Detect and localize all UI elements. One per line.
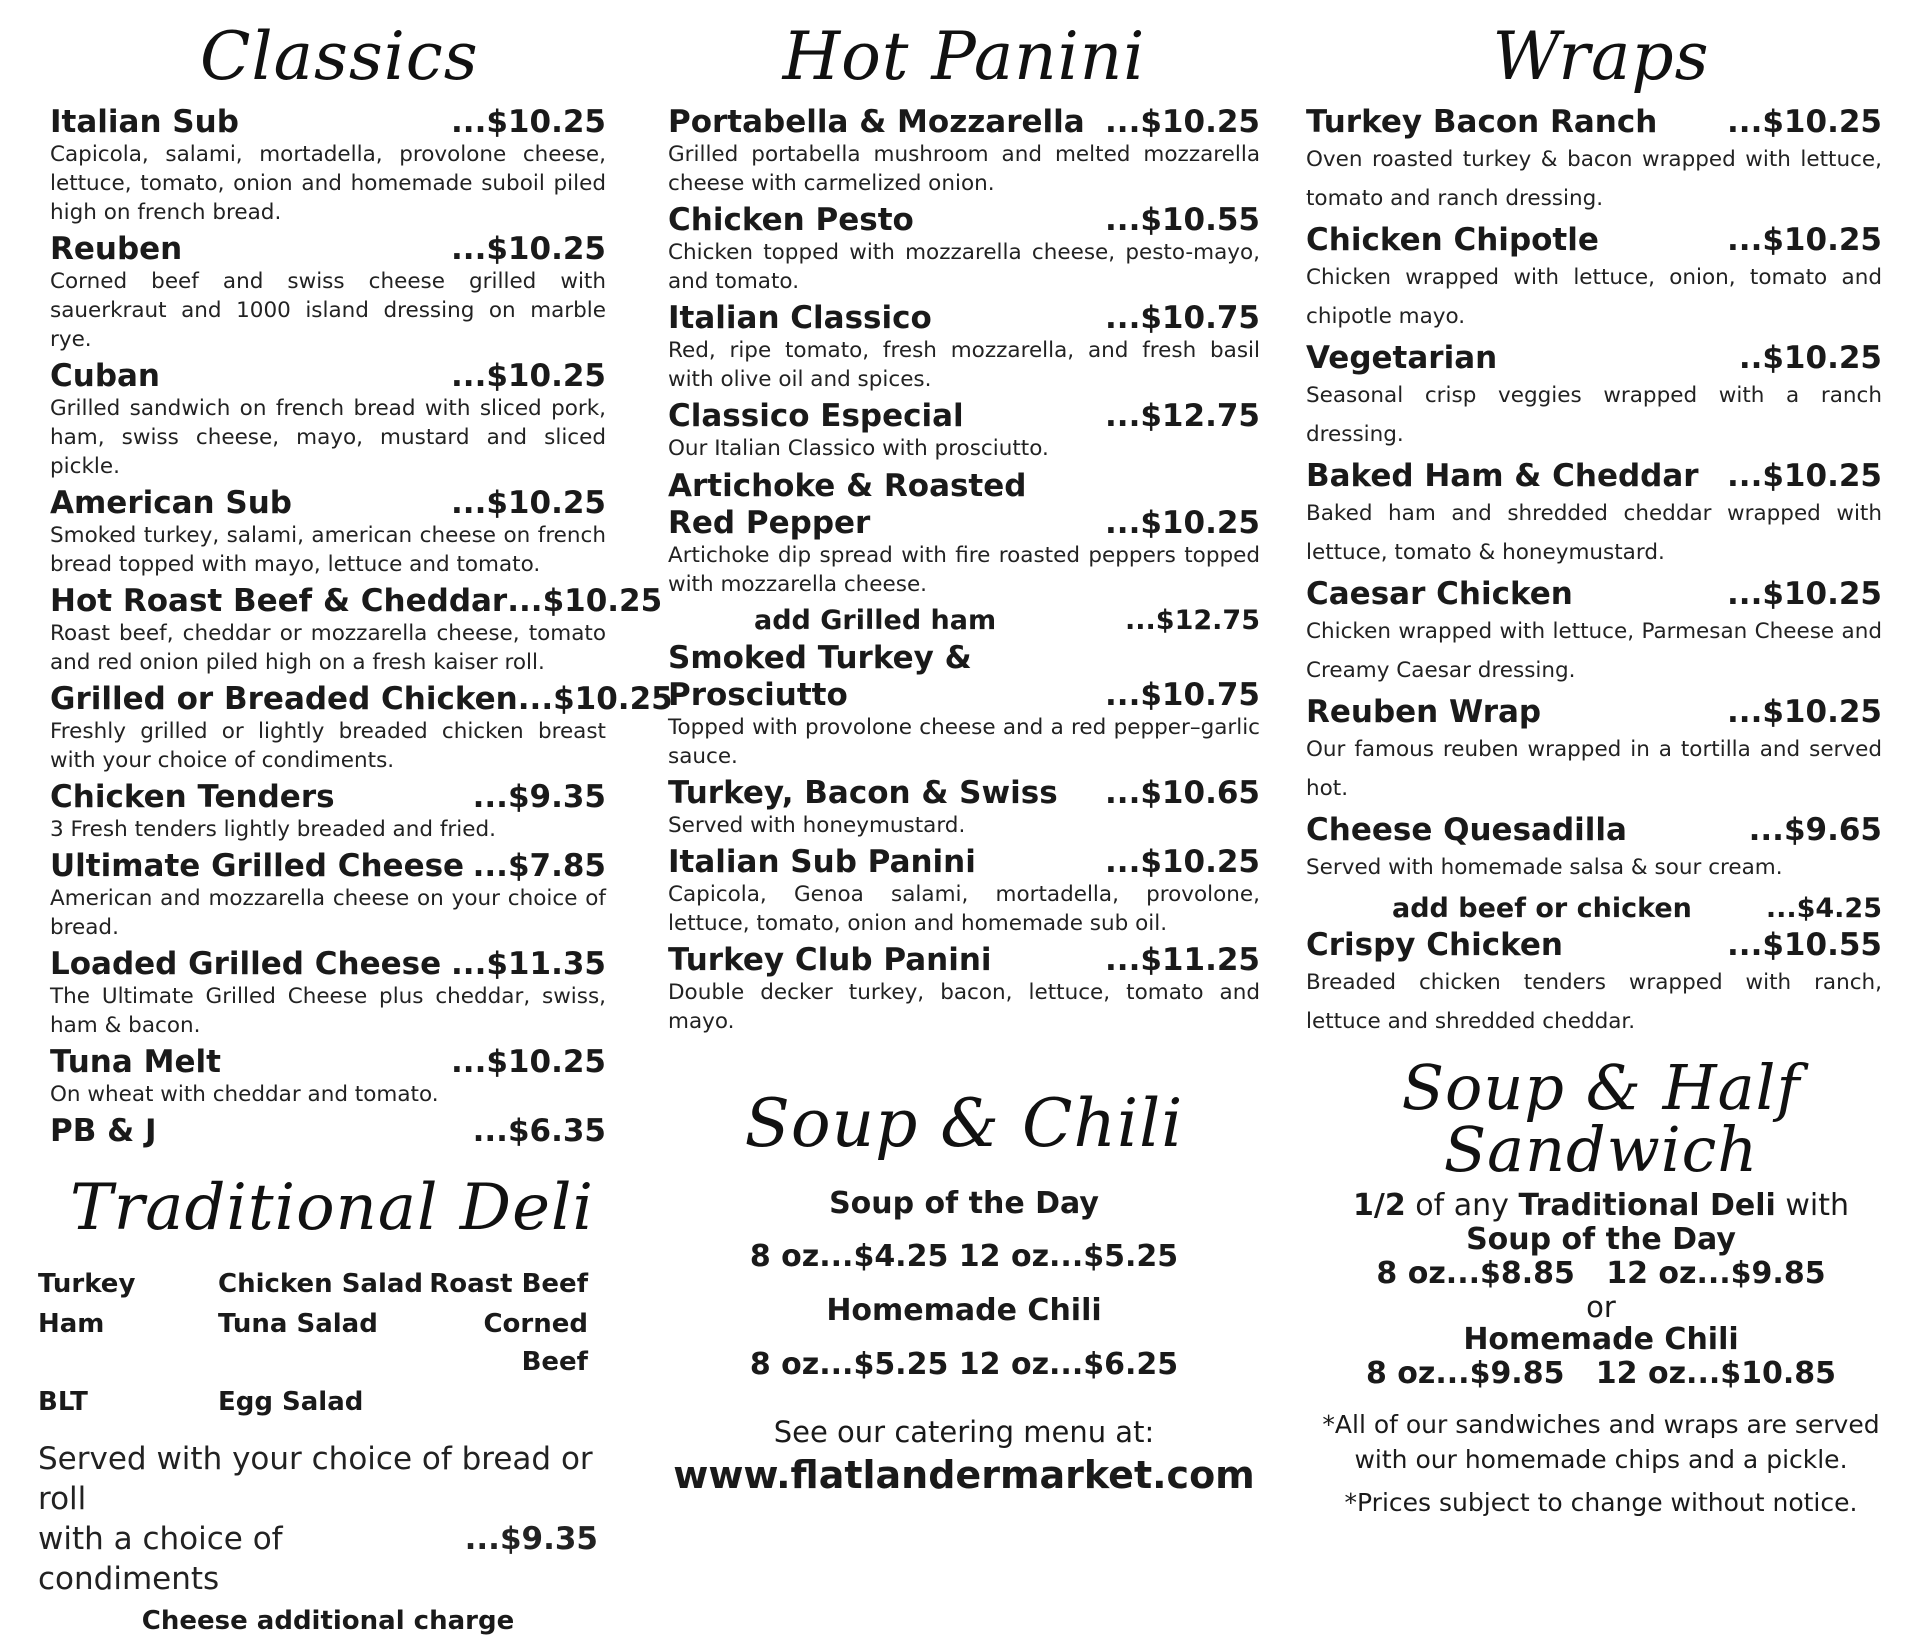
menu-item (668, 104, 1260, 198)
addon-beef-chicken (1306, 891, 1882, 927)
addon-grilled-ham (668, 603, 1260, 639)
hot-panini-column (668, 0, 1260, 1498)
menu-item (1306, 812, 1882, 887)
item-name: Turkey Club Panini (668, 942, 992, 978)
deli-served-line1: Served with your choice of bread or roll (38, 1441, 593, 1517)
item-name: Italian Sub Panini (668, 844, 976, 880)
deli-grid-item: Tuna Salad (218, 1309, 378, 1339)
menu-item (668, 844, 1260, 938)
item-desc: Served with homemade salsa & sour cream. (1306, 855, 1783, 880)
item-price: ...$10.25 (1727, 458, 1882, 494)
soup-half-soup-prices: 8 oz...$8.85 12 oz...$9.85 (1376, 1256, 1826, 1291)
item-desc: Chicken topped with mozzarella cheese, pesto-mayo, and tomato. (668, 240, 1260, 294)
wraps-list (1306, 104, 1882, 887)
item-name: Grilled or Breaded Chicken (50, 681, 518, 717)
item-name: Ultimate Grilled Cheese (50, 848, 465, 884)
wraps-column (1306, 0, 1896, 1520)
item-desc: Served with honeymustard. (668, 813, 966, 838)
item-price: ...$11.25 (1105, 942, 1260, 978)
classics-heading: Classics (200, 18, 479, 95)
soup-half-chili-prices: 8 oz...$9.85 12 oz...$10.85 (1365, 1356, 1837, 1391)
deli-price: ...$9.35 (464, 1521, 598, 1557)
item-desc: Grilled sandwich on french bread with sliced pork, ham, swiss cheese, mayo, mustard and sliced pickle. (50, 396, 606, 479)
soup-half-soup-title: Soup of the Day (1466, 1222, 1736, 1257)
item-desc: Oven roasted turkey & bacon wrapped with lettuce, tomato and ranch dressing. (1306, 147, 1882, 211)
item-name: Cuban (50, 358, 160, 394)
deli-grid-item: BLT (38, 1387, 88, 1417)
item-name: Chicken Chipotle (1306, 222, 1599, 258)
menu-item (50, 583, 663, 677)
deli-grid (38, 1265, 606, 1421)
deli-grid-item: Egg Salad (218, 1387, 364, 1417)
item-price: ...$10.25 (451, 485, 606, 521)
item-desc: Red, ripe tomato, fresh mozzarella, and fresh basil with olive oil and spices. (668, 338, 1260, 392)
item-name-line2: Red Pepper (668, 505, 871, 541)
item-name: Caesar Chicken (1306, 576, 1573, 612)
wraps-heading: Wraps (1492, 18, 1710, 95)
addon-price: ...$4.25 (1765, 893, 1882, 924)
item-price: ...$10.65 (1105, 775, 1260, 811)
item-name-line2: Prosciutto (668, 677, 848, 713)
item-name: Italian Classico (668, 300, 932, 336)
item-desc: Chicken wrapped with lettuce, Parmesan Cheese and Creamy Caesar dressing. (1306, 619, 1882, 683)
deli-cheese-note: Cheese additional charge (141, 1606, 515, 1636)
menu-item (50, 485, 606, 579)
website-link[interactable]: www.flatlandermarket.com (673, 1453, 1255, 1497)
item-name-line1: Artichoke & Roasted (668, 468, 1027, 504)
item-desc: Corned beef and swiss cheese grilled with sauerkraut and 1000 island dressing on marble rye. (50, 269, 606, 352)
trad-deli-text: Traditional Deli (1518, 1188, 1776, 1223)
item-price: ...$10.25 (517, 681, 673, 717)
item-name: Portabella & Mozzarella (668, 104, 1085, 140)
item-price: ...$10.25 (451, 1044, 606, 1080)
item-desc: Roast beef, cheddar or mozzarella cheese, tomato and red onion piled high on a fresh kaiser roll. (50, 621, 606, 675)
item-desc: On wheat with cheddar and tomato. (50, 1082, 439, 1107)
hot-panini-heading: Hot Panini (782, 18, 1146, 95)
menu-item (1306, 104, 1882, 218)
item-name: Italian Sub (50, 104, 239, 140)
item-price: ...$6.35 (472, 1113, 606, 1149)
deli-grid-item: Turkey (38, 1269, 136, 1299)
item-desc: Double decker turkey, bacon, lettuce, tomato and mayo. (668, 980, 1260, 1034)
item-price: ...$10.75 (1105, 677, 1260, 713)
catering-line: See our catering menu at: (773, 1415, 1155, 1449)
menu-item (50, 779, 606, 844)
price-change-note: *Prices subject to change without notice. (1344, 1488, 1858, 1517)
traditional-deli-heading: Traditional Deli (70, 1171, 594, 1245)
menu-item (50, 1044, 606, 1109)
menu-item (1306, 458, 1882, 572)
item-price: ...$10.55 (1105, 202, 1260, 238)
menu-item (668, 398, 1260, 463)
item-desc: Chicken wrapped with lettuce, onion, tomato and chipotle mayo. (1306, 265, 1882, 329)
item-name: Reuben (50, 231, 183, 267)
item-name: Vegetarian (1306, 340, 1498, 376)
item-desc: The Ultimate Grilled Cheese plus cheddar, swiss, ham & bacon. (50, 984, 606, 1038)
addon-price: ...$12.75 (1125, 605, 1260, 636)
deli-served-text (38, 1439, 606, 1599)
item-name: PB & J (50, 1113, 157, 1149)
menu-item (1306, 694, 1882, 808)
soup-of-day-prices: 8 oz...$4.25 12 oz...$5.25 (749, 1239, 1179, 1274)
item-name: Cheese Quesadilla (1306, 812, 1627, 848)
item-desc: Artichoke dip spread with fire roasted peppers topped with mozzarella cheese. (668, 543, 1260, 597)
panini-list (668, 104, 1260, 463)
menu-item (50, 946, 606, 1040)
menu-item (1306, 576, 1882, 690)
panini-list-2 (668, 775, 1260, 1036)
menu-item-artichoke (668, 467, 1260, 639)
item-price: ...$11.35 (451, 946, 606, 982)
item-price: ...$10.25 (1727, 576, 1882, 612)
item-price: ...$10.25 (451, 231, 606, 267)
item-name: Turkey Bacon Ranch (1306, 104, 1658, 140)
sandwich-note: *All of our sandwiches and wraps are served with our homemade chips and a pickle. (1322, 1410, 1880, 1474)
soup-half-heading-line2: Sandwich (1443, 1113, 1759, 1186)
soup-chili-heading: Soup & Chili (744, 1085, 1184, 1162)
menu-item (1306, 222, 1882, 336)
menu-item (1306, 340, 1882, 454)
soup-half-intro (1306, 1189, 1896, 1223)
menu-item (50, 358, 606, 481)
soup-half-or: or (1586, 1290, 1616, 1324)
item-price: ...$7.85 (472, 848, 606, 884)
item-name: Turkey, Bacon & Swiss (668, 775, 1058, 811)
soup-half-heading (1306, 1051, 1896, 1186)
menu-item (50, 848, 606, 942)
item-name: American Sub (50, 485, 292, 521)
menu-item (50, 231, 606, 354)
item-name: Chicken Pesto (668, 202, 914, 238)
item-desc: 3 Fresh tenders lightly breaded and fried. (50, 817, 496, 842)
item-desc: Our famous reuben wrapped in a tortilla and served hot. (1306, 737, 1882, 801)
soup-half-chili-title: Homemade Chili (1463, 1322, 1739, 1357)
item-desc: American and mozzarella cheese on your choice of bread. (50, 886, 606, 940)
item-desc: Grilled portabella mushroom and melted mozzarella cheese with carmelized onion. (668, 142, 1260, 196)
item-name-line1: Smoked Turkey & (668, 640, 972, 676)
menu-item-smoked-turkey (668, 639, 1260, 771)
item-name: Crispy Chicken (1306, 927, 1564, 963)
deli-grid-item (428, 1383, 588, 1421)
item-desc: Breaded chicken tenders wrapped with ranch, lettuce and shredded cheddar. (1306, 970, 1882, 1034)
chili-title: Homemade Chili (826, 1293, 1102, 1328)
item-name: Tuna Melt (50, 1044, 221, 1080)
deli-grid-item: Roast Beef (429, 1269, 588, 1299)
item-price: ...$10.25 (507, 583, 663, 619)
half-text: 1/2 (1353, 1188, 1406, 1223)
item-price: ...$10.25 (1727, 104, 1882, 140)
deli-grid-item: Ham (38, 1309, 105, 1339)
item-desc: Freshly grilled or lightly breaded chicken breast with your choice of condiments. (50, 719, 606, 773)
item-name: Loaded Grilled Cheese (50, 946, 442, 982)
item-price: ...$10.25 (1105, 844, 1260, 880)
item-name: Hot Roast Beef & Cheddar (50, 583, 508, 619)
deli-grid-item: Corned Beef (483, 1309, 588, 1377)
item-desc: Our Italian Classico with prosciutto. (668, 436, 1049, 461)
chili-prices: 8 oz...$5.25 12 oz...$6.25 (749, 1347, 1179, 1382)
item-price: ...$10.25 (1727, 694, 1882, 730)
deli-served-line2: with a choice of condiments (38, 1521, 283, 1597)
addon-label: add beef or chicken (1392, 893, 1692, 924)
item-desc: Baked ham and shredded cheddar wrapped with lettuce, tomato & honeymustard. (1306, 501, 1882, 565)
menu-item (668, 300, 1260, 394)
item-price: ...$10.25 (451, 358, 606, 394)
item-price: ...$9.35 (472, 779, 606, 815)
item-desc: Capicola, Genoa salami, mortadella, provolone, lettuce, tomato, onion and homemade sub oil. (668, 882, 1260, 936)
item-name: Chicken Tenders (50, 779, 335, 815)
menu-item-crispy-chicken (1306, 927, 1882, 1041)
item-desc: Seasonal crisp veggies wrapped with a ranch dressing. (1306, 383, 1882, 447)
item-name: Baked Ham & Cheddar (1306, 458, 1699, 494)
menu-item (668, 942, 1260, 1036)
menu-item (668, 202, 1260, 296)
addon-label: add Grilled ham (754, 605, 997, 636)
item-price: ...$10.25 (451, 104, 606, 140)
menu-item (50, 1113, 606, 1149)
item-price: ...$12.75 (1105, 398, 1260, 434)
item-price: ...$10.75 (1105, 300, 1260, 336)
item-desc: Capicola, salami, mortadella, provolone cheese, lettuce, tomato, onion and homemade suboil piled high on french bread. (50, 142, 606, 225)
menu-item (50, 681, 673, 775)
item-price: ...$10.55 (1727, 927, 1882, 963)
item-price: ..$10.25 (1738, 340, 1882, 376)
item-name: Classico Especial (668, 398, 964, 434)
soup-half-heading-line1: Soup & Half (1401, 1051, 1801, 1124)
with-text: with (1775, 1188, 1849, 1223)
item-price: ...$10.25 (1105, 104, 1260, 140)
deli-grid-item: Chicken Salad (218, 1269, 424, 1299)
item-price: ...$9.65 (1748, 812, 1882, 848)
menu-item (668, 775, 1260, 840)
classics-list (50, 104, 673, 1149)
item-price: ...$10.25 (1727, 222, 1882, 258)
item-price: ...$10.25 (1105, 505, 1260, 541)
item-desc: Topped with provolone cheese and a red pepper–garlic sauce. (668, 715, 1260, 769)
of-any-text: of any (1405, 1188, 1519, 1223)
soup-of-day-title: Soup of the Day (829, 1186, 1099, 1221)
item-desc: Smoked turkey, salami, american cheese on french bread topped with mayo, lettuce and tomato. (50, 523, 606, 577)
classics-column (38, 0, 673, 1639)
menu-item (50, 104, 606, 227)
item-name: Reuben Wrap (1306, 694, 1542, 730)
